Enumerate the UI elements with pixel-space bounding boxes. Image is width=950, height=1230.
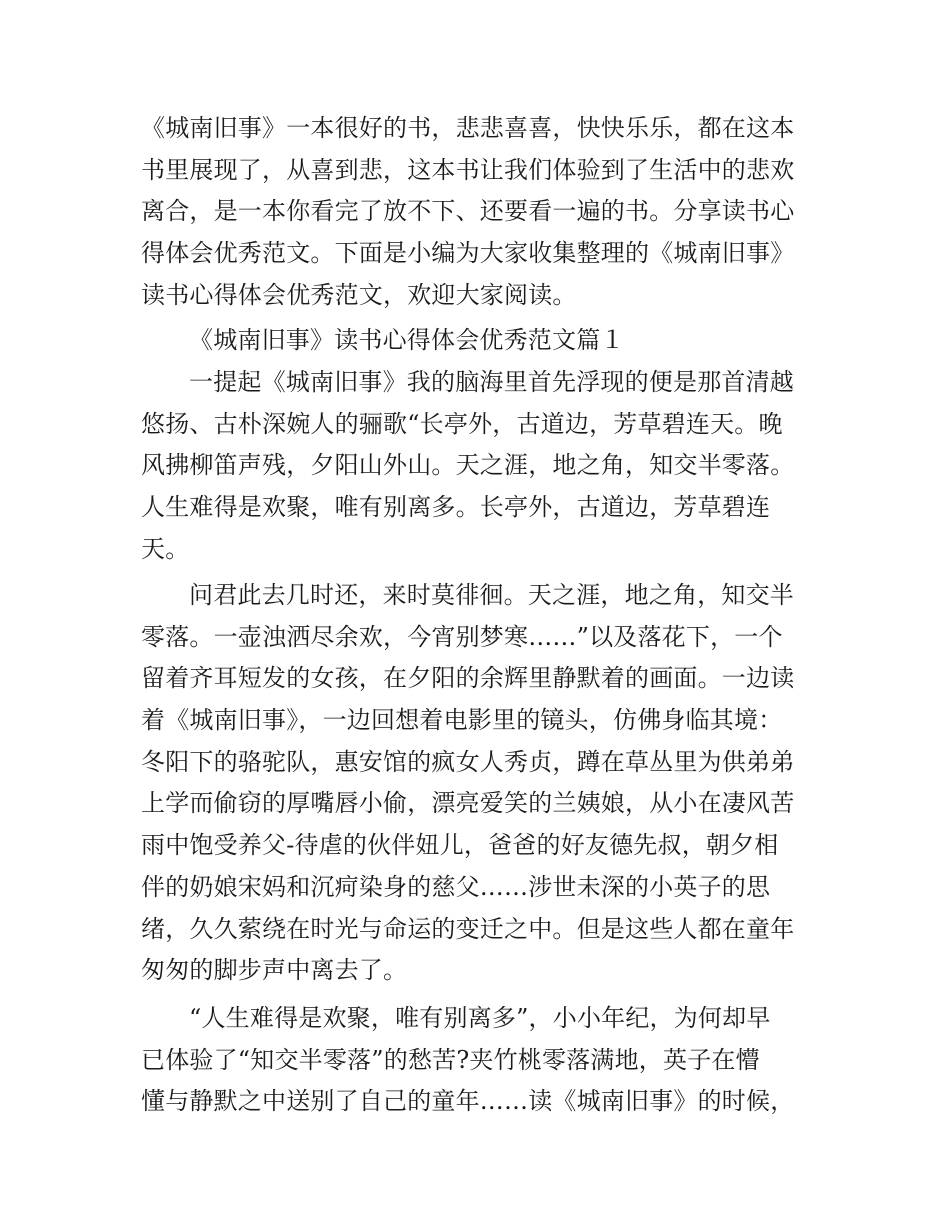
heading-line: 《城南旧事》读书心得体会优秀范文篇１ xyxy=(189,326,625,354)
text-line: 风拂柳笛声残，夕阳山外山。天之涯，地之角，知交半零落。 xyxy=(141,451,795,480)
text-line: 人生难得是欢聚，唯有别离多。长亭外，古道边，芳草碧连 xyxy=(141,493,771,522)
text-line: 冬阳下的骆驼队，惠安馆的疯女人秀贞，蹲在草丛里为供弟弟 xyxy=(141,747,795,776)
text-line: 离合，是一本你看完了放不下、还要看一遍的书。分享读书心 xyxy=(141,197,795,226)
text-line: 得体会优秀范文。下面是小编为大家收集整理的《城南旧事》 xyxy=(141,239,795,268)
intro-paragraph xyxy=(141,108,821,316)
text-line: 上学而偷窃的厚嘴唇小偷，漂亮爱笑的兰姨娘，从小在凄风苦 xyxy=(141,789,795,818)
text-line: 书里展现了，从喜到悲，这本书让我们体验到了生活中的悲欢 xyxy=(141,155,795,184)
paragraph-3 xyxy=(141,998,821,1123)
text-line: 留着齐耳短发的女孩，在夕阳的余辉里静默着的画面。一边读 xyxy=(141,664,795,693)
text-line: 读书心得体会优秀范文，欢迎大家阅读。 xyxy=(141,280,577,309)
text-line: 问君此去几时还，来时莫徘徊。天之涯，地之角，知交半 xyxy=(189,581,794,609)
text-line: 《城南旧事》一本很好的书，悲悲喜喜，快快乐乐，都在这本 xyxy=(141,114,795,142)
text-line: 伴的奶娘宋妈和沉疴染身的慈父……涉世未深的小英子的思 xyxy=(141,872,771,901)
text-line: 悠扬、古朴深婉人的骊歌“长亭外，古道边，芳草碧连天。晚 xyxy=(141,409,783,438)
paragraph-2 xyxy=(141,575,821,992)
text-line: 雨中饱受养父-待虐的伙伴妞儿，爸爸的好友德先叔，朝夕相 xyxy=(141,831,779,860)
text-line: 匆匆的脚步声中离去了。 xyxy=(141,956,408,985)
text-line: 零落。一壶浊洒尽余欢，今宵别梦寒……”以及落花下，一个 xyxy=(141,622,783,651)
paragraph-1 xyxy=(141,362,821,570)
text-line: 绪，久久萦绕在时光与命运的变迁之中。但是这些人都在童年 xyxy=(141,914,795,943)
text-line: 懂与静默之中送别了自己的童年……读《城南旧事》的时候， xyxy=(141,1087,795,1116)
text-line: 已体验了“知交半零落”的愁苦?夹竹桃零落满地，英子在懵 xyxy=(141,1045,760,1074)
text-line: 一提起《城南旧事》我的脑海里首先浮现的便是那首清越 xyxy=(189,368,794,396)
text-line: 天。 xyxy=(141,534,190,563)
text-line: “人生难得是欢聚，唯有别离多”，小小年纪，为何却早 xyxy=(189,1004,771,1032)
text-line: 着《城南旧事》，一边回想着电影里的镜头，仿佛身临其境： xyxy=(141,706,783,735)
section-heading xyxy=(141,320,821,362)
